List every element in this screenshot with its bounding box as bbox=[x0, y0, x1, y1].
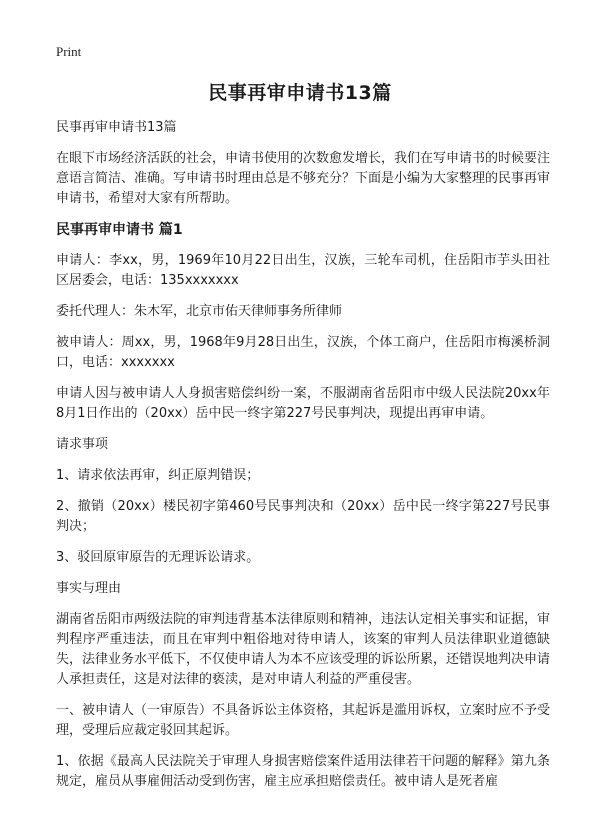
page-title: 民事再审申请书13篇 bbox=[208, 82, 392, 104]
request-item-2: 2、撤销（20xx）楼民初字第460号民事判决和（20xx）岳中民一终字第227号民事判决； bbox=[56, 499, 550, 534]
document-body bbox=[56, 118, 550, 802]
document-subtitle: 民事再审申请书13篇 bbox=[56, 120, 177, 135]
facts-paragraph-2: 一、被申请人（一审原告）不具备诉讼主体资格，其起诉是滥用诉权，立案时应不予受理，受理后应裁定驳回其起诉。 bbox=[56, 703, 551, 738]
facts-paragraph-1: 湖南省岳阳市两级法院的审判违背基本法律原则和精神，违法认定相关事实和证据，审判程序严重违法，而且在审判中粗俗地对待申请人，该案的审判人员法律职业道德缺失，法律业务水平低下，不仅使申请人为本不应该受理的诉讼所累，还错误地判决申请人承担责任，这是对法律的亵渎，是对申请人利益的严重侵害。 bbox=[56, 612, 551, 687]
facts-heading: 事实与理由 bbox=[56, 581, 122, 596]
print-link[interactable]: Print bbox=[56, 44, 82, 59]
respondent-paragraph: 被申请人：周xx，男，1968年9月28日出生，汉族，个体工商户，住岳阳市梅溪桥洞口，电话：xxxxxxx bbox=[56, 335, 550, 370]
case-intro-paragraph: 申请人因与被申请人人身损害赔偿纠纷一案，不服湖南省岳阳市中级人民法院20xx年8月1日作出的（20xx）岳中民一终字第227号民事判决，现提出再审申请。 bbox=[56, 386, 550, 421]
applicant-paragraph: 申请人：李xx，男，1969年10月22日出生，汉族，三轮车司机，住岳阳市芋头田社区居委会，电话：135xxxxxxx bbox=[56, 253, 550, 288]
requests-heading: 请求事项 bbox=[56, 437, 109, 452]
request-item-3: 3、驳回原审原告的无理诉讼请求。 bbox=[56, 550, 260, 565]
section-heading-1: 民事再审申请书 篇1 bbox=[56, 222, 183, 238]
agent-paragraph: 委托代理人：朱木军，北京市佑天律师事务所律师 bbox=[56, 304, 343, 319]
intro-paragraph: 在眼下市场经济活跃的社会，申请书使用的次数愈发增长，我们在写申请书的时候要注意语言简洁、准确。写申请书时理由总是不够充分？下面是小编为大家整理的民事再审申请书，希望对大家有所帮助。 bbox=[56, 151, 551, 206]
facts-paragraph-3: 1、依据《最高人民法院关于审理人身损害赔偿案件适用法律若干问题的解释》第九条规定，雇员从事雇佣活动受到伤害，雇主应承担赔偿责任。被申请人是死者雇 bbox=[56, 754, 550, 789]
request-item-1: 1、请求依法再审，纠正原判错误； bbox=[56, 468, 260, 483]
